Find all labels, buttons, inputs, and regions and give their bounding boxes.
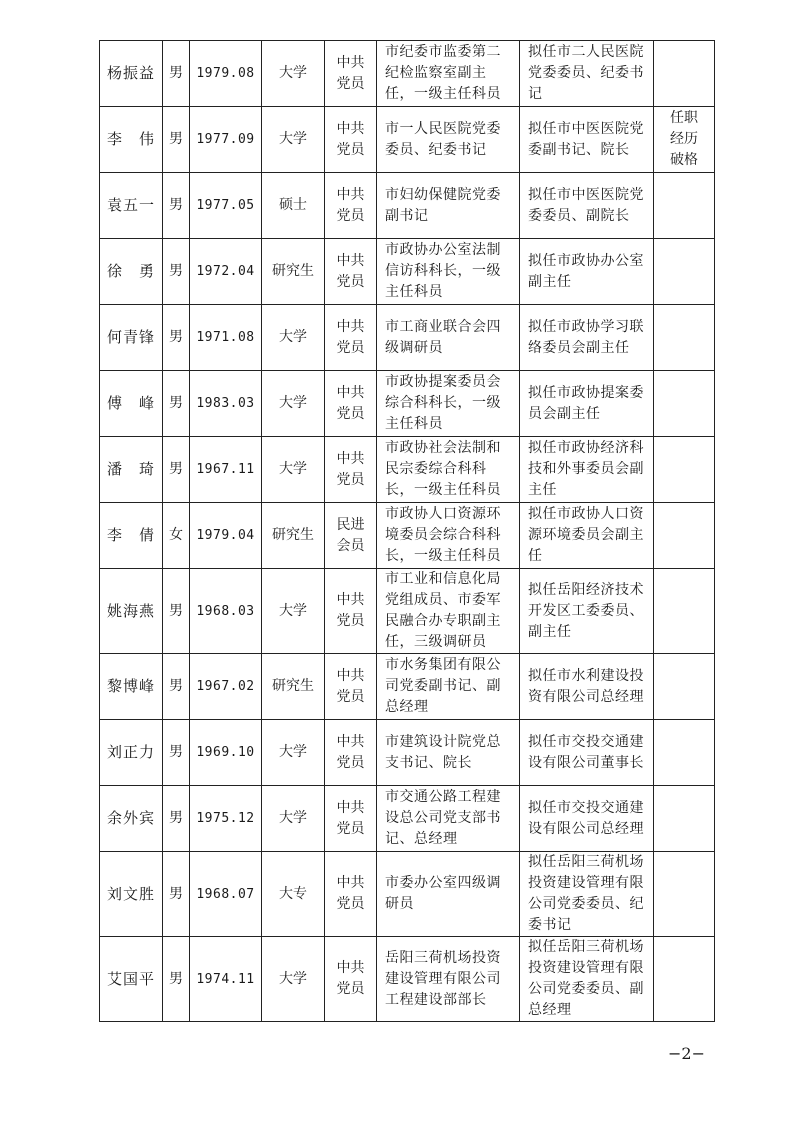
table-row	[100, 41, 715, 107]
proposed-position-cell: 拟任市政协经济科技和外事委员会副主任	[520, 437, 654, 503]
table-row	[100, 937, 715, 1022]
sex-cell: 男	[163, 173, 190, 239]
birth-date-cell: 1977.05	[190, 173, 262, 239]
sex-cell: 男	[163, 437, 190, 503]
proposed-position-cell: 拟任市二人民医院党委委员、纪委书记	[520, 41, 654, 107]
education-cell: 大学	[262, 41, 325, 107]
current-position-cell: 市水务集团有限公司党委副书记、副总经理	[377, 654, 520, 720]
table-row	[100, 437, 715, 503]
name-cell: 李 伟	[100, 107, 163, 173]
name-cell: 傅 峰	[100, 371, 163, 437]
remarks-cell	[654, 239, 715, 305]
table-row	[100, 305, 715, 371]
education-cell: 研究生	[262, 654, 325, 720]
current-position-cell: 市建筑设计院党总支书记、院长	[377, 720, 520, 786]
birth-date-cell: 1971.08	[190, 305, 262, 371]
birth-date-cell: 1974.11	[190, 937, 262, 1022]
table-row	[100, 654, 715, 720]
current-position-cell: 市妇幼保健院党委副书记	[377, 173, 520, 239]
party-cell: 中共党员	[325, 305, 377, 371]
party-cell: 中共党员	[325, 41, 377, 107]
name-cell: 余外宾	[100, 786, 163, 852]
party-cell: 中共党员	[325, 786, 377, 852]
name-cell: 黎博峰	[100, 654, 163, 720]
party-cell: 中共党员	[325, 654, 377, 720]
proposed-position-cell: 拟任市政协人口资源环境委员会副主任	[520, 503, 654, 569]
name-cell: 李 倩	[100, 503, 163, 569]
party-cell: 中共党员	[325, 937, 377, 1022]
candidates-table	[99, 40, 715, 1022]
current-position-cell: 市政协人口资源环境委员会综合科科长，一级主任科员	[377, 503, 520, 569]
remarks-cell	[654, 569, 715, 654]
sex-cell: 女	[163, 503, 190, 569]
birth-date-cell: 1983.03	[190, 371, 262, 437]
table-row	[100, 503, 715, 569]
proposed-position-cell: 拟任岳阳经济技术开发区工委委员、副主任	[520, 569, 654, 654]
birth-date-cell: 1968.03	[190, 569, 262, 654]
remarks-cell: 任职经历破格	[654, 107, 715, 173]
remarks-cell	[654, 720, 715, 786]
party-cell: 中共党员	[325, 437, 377, 503]
table-row	[100, 569, 715, 654]
birth-date-cell: 1977.09	[190, 107, 262, 173]
education-cell: 大专	[262, 852, 325, 937]
table-row	[100, 173, 715, 239]
birth-date-cell: 1972.04	[190, 239, 262, 305]
name-cell: 徐 勇	[100, 239, 163, 305]
birth-date-cell: 1967.02	[190, 654, 262, 720]
sex-cell: 男	[163, 107, 190, 173]
name-cell: 姚海燕	[100, 569, 163, 654]
proposed-position-cell: 拟任市中医医院党委委员、副院长	[520, 173, 654, 239]
remarks-cell	[654, 654, 715, 720]
table-row	[100, 371, 715, 437]
sex-cell: 男	[163, 937, 190, 1022]
current-position-cell: 市政协办公室法制信访科科长，一级主任科员	[377, 239, 520, 305]
birth-date-cell: 1979.08	[190, 41, 262, 107]
table-row	[100, 239, 715, 305]
education-cell: 大学	[262, 786, 325, 852]
education-cell: 大学	[262, 107, 325, 173]
sex-cell: 男	[163, 852, 190, 937]
sex-cell: 男	[163, 720, 190, 786]
current-position-cell: 市一人民医院党委委员、纪委书记	[377, 107, 520, 173]
name-cell: 袁五一	[100, 173, 163, 239]
proposed-position-cell: 拟任岳阳三荷机场投资建设管理有限公司党委委员、副总经理	[520, 937, 654, 1022]
current-position-cell: 市工业和信息化局党组成员、市委军民融合办专职副主任，三级调研员	[377, 569, 520, 654]
party-cell: 中共党员	[325, 173, 377, 239]
current-position-cell: 市工商业联合会四级调研员	[377, 305, 520, 371]
name-cell: 刘正力	[100, 720, 163, 786]
sex-cell: 男	[163, 305, 190, 371]
party-cell: 中共党员	[325, 569, 377, 654]
education-cell: 硕士	[262, 173, 325, 239]
remarks-cell	[654, 503, 715, 569]
party-cell: 中共党员	[325, 239, 377, 305]
name-cell: 艾国平	[100, 937, 163, 1022]
proposed-position-cell: 拟任市交投交通建设有限公司总经理	[520, 786, 654, 852]
current-position-cell: 市政协提案委员会综合科科长，一级主任科员	[377, 371, 520, 437]
proposed-position-cell: 拟任岳阳三荷机场投资建设管理有限公司党委委员、纪委书记	[520, 852, 654, 937]
proposed-position-cell: 拟任市政协提案委员会副主任	[520, 371, 654, 437]
name-cell: 杨振益	[100, 41, 163, 107]
remarks-cell	[654, 852, 715, 937]
party-cell: 民进会员	[325, 503, 377, 569]
remarks-cell	[654, 937, 715, 1022]
name-cell: 何青锋	[100, 305, 163, 371]
remarks-cell	[654, 305, 715, 371]
proposed-position-cell: 拟任市交投交通建设有限公司董事长	[520, 720, 654, 786]
proposed-position-cell: 拟任市政协学习联络委员会副主任	[520, 305, 654, 371]
party-cell: 中共党员	[325, 852, 377, 937]
remarks-cell	[654, 173, 715, 239]
table-row	[100, 852, 715, 937]
sex-cell: 男	[163, 371, 190, 437]
current-position-cell: 市委办公室四级调研员	[377, 852, 520, 937]
table-row	[100, 720, 715, 786]
sex-cell: 男	[163, 569, 190, 654]
education-cell: 大学	[262, 937, 325, 1022]
sex-cell: 男	[163, 239, 190, 305]
party-cell: 中共党员	[325, 107, 377, 173]
birth-date-cell: 1968.07	[190, 852, 262, 937]
proposed-position-cell: 拟任市中医医院党委副书记、院长	[520, 107, 654, 173]
education-cell: 大学	[262, 437, 325, 503]
page-number: −2−	[668, 1044, 705, 1063]
table-row	[100, 107, 715, 173]
sex-cell: 男	[163, 654, 190, 720]
education-cell: 大学	[262, 569, 325, 654]
remarks-cell	[654, 371, 715, 437]
current-position-cell: 岳阳三荷机场投资建设管理有限公司工程建设部部长	[377, 937, 520, 1022]
sex-cell: 男	[163, 786, 190, 852]
birth-date-cell: 1967.11	[190, 437, 262, 503]
current-position-cell: 市纪委市监委第二纪检监察室副主任，一级主任科员	[377, 41, 520, 107]
proposed-position-cell: 拟任市政协办公室副主任	[520, 239, 654, 305]
birth-date-cell: 1975.12	[190, 786, 262, 852]
education-cell: 大学	[262, 305, 325, 371]
current-position-cell: 市交通公路工程建设总公司党支部书记、总经理	[377, 786, 520, 852]
name-cell: 潘 琦	[100, 437, 163, 503]
table-row	[100, 786, 715, 852]
education-cell: 大学	[262, 371, 325, 437]
education-cell: 研究生	[262, 239, 325, 305]
table-body	[100, 41, 715, 1022]
birth-date-cell: 1979.04	[190, 503, 262, 569]
name-cell: 刘文胜	[100, 852, 163, 937]
education-cell: 大学	[262, 720, 325, 786]
remarks-cell	[654, 786, 715, 852]
birth-date-cell: 1969.10	[190, 720, 262, 786]
party-cell: 中共党员	[325, 720, 377, 786]
current-position-cell: 市政协社会法制和民宗委综合科科长，一级主任科员	[377, 437, 520, 503]
proposed-position-cell: 拟任市水利建设投资有限公司总经理	[520, 654, 654, 720]
party-cell: 中共党员	[325, 371, 377, 437]
sex-cell: 男	[163, 41, 190, 107]
remarks-cell	[654, 41, 715, 107]
remarks-cell	[654, 437, 715, 503]
education-cell: 研究生	[262, 503, 325, 569]
